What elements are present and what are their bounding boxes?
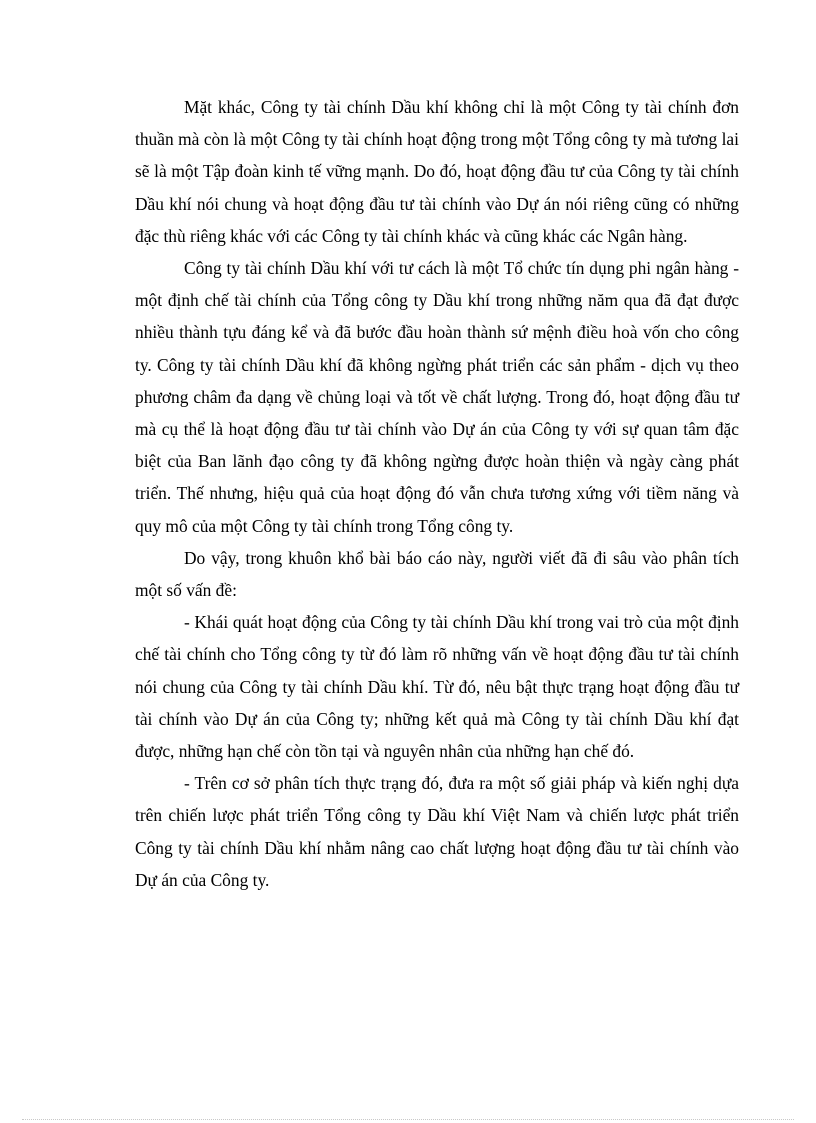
paragraph-bullet-overview: - Khái quát hoạt động của Công ty tài chính Dầu khí trong vai trò của một định chế tài chính cho Tổng công ty từ đó làm rõ những vấn về hoạt động đầu tư tài chính nói chung của Công ty tài chính Dầu khí. Từ đó, nêu bật thực trạng hoạt động đầu tư tài chính vào Dự án của Công ty; những kết quả mà Công ty tài chính Dầu khí đạt được, những hạn chế còn tồn tại và nguyên nhân của những hạn chế đó. bbox=[135, 612, 739, 762]
page-bottom-divider bbox=[22, 1119, 794, 1120]
document-body bbox=[135, 91, 739, 896]
paragraph-company-overview: Công ty tài chính Dầu khí với tư cách là một Tổ chức tín dụng phi ngân hàng - một định chế tài chính của Tổng công ty Dầu khí trong những năm qua đã đạt được nhiều thành tựu đáng kể và đã bước đầu hoàn thành sứ mệnh điều hoà vốn cho công ty. Công ty tài chính Dầu khí đã không ngừng phát triển các sản phẩm - dịch vụ theo phương châm đa dạng về chủng loại và tốt về chất lượng. Trong đó, hoạt động đầu tư mà cụ thể là hoạt động đầu tư tài chính vào Dự án của Công ty với sự quan tâm đặc biệt của Ban lãnh đạo công ty đã không ngừng được hoàn thiện và ngày càng phát triển. Thế nhưng, hiệu quả của hoạt động đó vẫn chưa tương xứng với tiềm năng và quy mô của một Công ty tài chính trong Tổng công ty. bbox=[135, 258, 739, 536]
paragraph-report-scope: Do vậy, trong khuôn khổ bài báo cáo này, người viết đã đi sâu vào phân tích một số vấn đề: bbox=[135, 547, 739, 601]
paragraph-bullet-solutions: - Trên cơ sở phân tích thực trạng đó, đưa ra một số giải pháp và kiến nghị dựa trên chiến lược phát triển Tổng công ty Dầu khí Việt Nam và chiến lược phát triển Công ty tài chính Dầu khí nhằm nâng cao chất lượng hoạt động đầu tư tài chính vào Dự án của Công ty. bbox=[135, 773, 739, 890]
paragraph-intro: Mặt khác, Công ty tài chính Dầu khí không chỉ là một Công ty tài chính đơn thuần mà còn là một Công ty tài chính hoạt động trong một Tổng công ty mà tương lai sẽ là một Tập đoàn kinh tế vững mạnh. Do đó, hoạt động đầu tư của Công ty tài chính Dầu khí nói chung và hoạt động đầu tư tài chính vào Dự án nói riêng cũng có những đặc thù riêng khác với các Công ty tài chính khác và cũng khác các Ngân hàng. bbox=[135, 97, 739, 246]
